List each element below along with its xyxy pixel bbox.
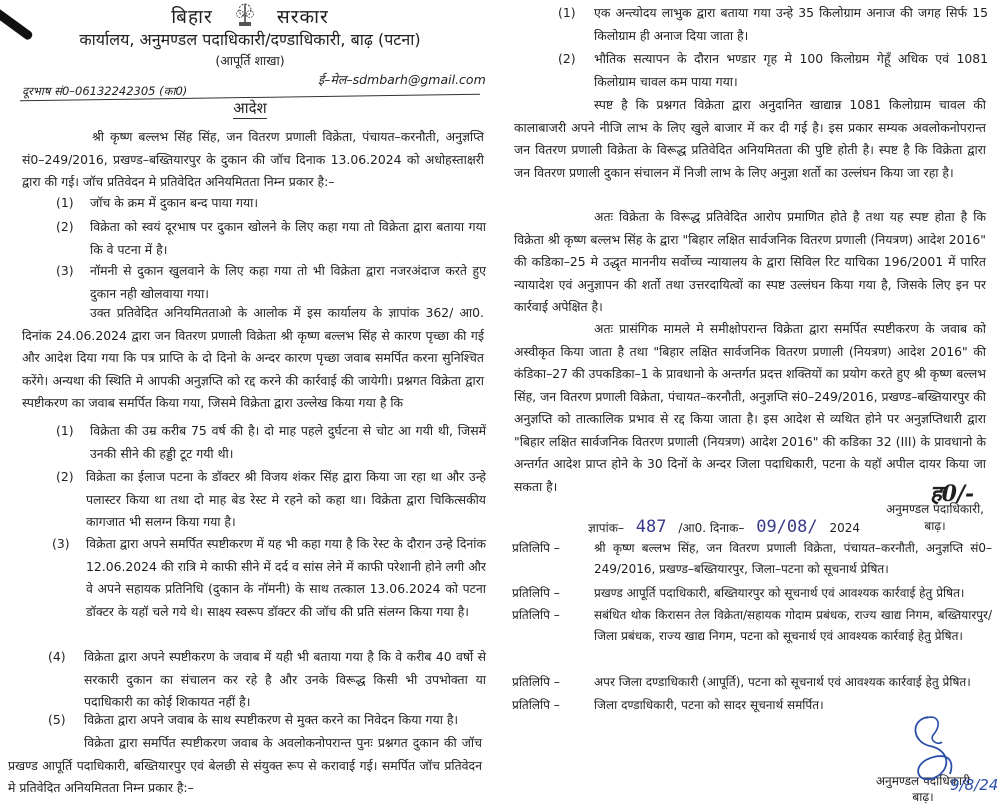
final-signatory-title: अनुमण्डल पदाधिकारी xyxy=(875,774,971,788)
signature-date: 9/8/24 xyxy=(950,776,999,794)
reinspection-paragraph: विक्रेता द्वारा समर्पित स्पष्टीकरण जवाब के अवलोकनोपरान्त पुनः प्रश्नगत दुकान की जॉच प्रखण्ड आपूर्ति पदाधिकारी, बख्तियारपुर एवं बेलछी से संयुक्त रूप से करावाई गई। समर्पित जॉच प्रतिवेदन मे प्रतिवेदित अनियमितता निम्न प्रकार है:– xyxy=(8,735,482,795)
memo-number: 487 xyxy=(635,517,667,537)
copy-to-row: प्रतिलिपि – श्री कृष्ण बल्लभ सिंह, जन वितरण प्रणाली विक्रेता, पंचायत–करनौती, अनुज्ञप्ति सं0–249/2016, प्रखण्ड–बख्तियारपुर, जिला–पटना को सूचनार्थ प्रेषित। xyxy=(512,541,992,576)
state-name-left: बिहार xyxy=(171,6,213,28)
finding-item: (1) जॉच के क्रम में दुकान बन्द पाया गया। xyxy=(56,195,259,210)
reinspection-finding: (2) भौतिक सत्यापन के दौरान भण्डार गृह मे 100 किलोग्रम गेहूँ अधिक एवं 1081 किलोग्राम चावल कम पाया गया। xyxy=(558,51,988,89)
finding-item: (2) विक्रेता को स्वयं दूरभाष पर दुकान खोलने के लिए कहा गया तो विक्रेता द्वारा बताया गया कि वे पटना में है। xyxy=(56,219,486,257)
memo-reference xyxy=(588,517,860,537)
reply-point: (1) विक्रेता की उम्र करीब 75 वर्ष की है। दो माह पहले दुर्घटना से चोट आ गयी थी, जिसमें उनकी सीने की हड्डी टूट गयी थी। xyxy=(56,423,486,461)
order-title: आदेश xyxy=(233,99,267,117)
memo-suffix: /आ0. दिनाक– xyxy=(678,521,745,535)
reply-point: (5) विक्रेता द्वारा अपने जवाब के साथ स्पष्टीकरण से मुक्त करने का निवेदन किया गया है। xyxy=(48,712,459,727)
order-heading xyxy=(0,98,500,118)
copy-to-row: प्रतिलिपि – प्रखण्ड आपूर्ति पदाधिकारी, बख्तियारपुर को सूचनार्थ एवं आवश्यक कार्रवाई हेतु प्रेषित। xyxy=(512,586,965,600)
finding-item: (3) नॉमनी से दुकान खुलवाने के लिए कहा गया तो भी विक्रेता द्वारा नजरअंदाज करते हुए दुकान नही खोलवाया गया। xyxy=(56,263,486,301)
conclusion-paragraph: स्पष्ट है कि प्रश्नगत विक्रेता द्वारा अनुदानित खाद्यान्न 1081 किलोग्राम चावल की कालाबाजरी अपने नीजि लाभ के लिए खुले बाजार में कर दी गई है। इस प्रकार सम्यक अवलोकनोपरान्त जन वितरण प्रणाली विक्रेता के विरूद्ध प्रतिवेदित अनियमितता की पुष्टि होती है। स्पष्ट है कि विक्रेता द्वारा जन वितरण प्रणाली दुकान संचालन में निजी लाभ के लिए अनुज्ञा शर्तो का उल्लंघन किया जा रहा है। xyxy=(514,97,986,180)
signatory-title: अनुमण्डल पदाधिकारी, xyxy=(885,502,984,516)
reinspection-finding: (1) एक अन्त्योदय लाभुक द्वारा बताया गया उन्हे 35 किलोग्राम अनाज की जगह सिर्फ 15 किलोग्राम ही अनाज दिया जाता है। xyxy=(558,5,988,43)
branch-name: (आपूर्ति शाखा) xyxy=(215,53,285,68)
memo-year: 2024 xyxy=(829,521,860,535)
handwritten-signature xyxy=(890,712,1000,797)
final-signatory-place: बाढ़। xyxy=(912,790,934,804)
office-email: ई–मेल–sdmbarh@gmail.com xyxy=(318,72,486,87)
signed-mark: ह0/- xyxy=(930,481,975,507)
copy-to-row: प्रतिलिपि – जिला दण्डाधिकारी, पटना को सादर सूचनार्थ समर्पित। xyxy=(512,698,824,712)
state-name-right: सरकार xyxy=(276,6,329,28)
copy-to-row: प्रतिलिपि – अपर जिला दण्डाधिकारी (आपूर्ति), पटना को सूचनार्थ एवं आवश्यक कार्रवाई हेतु प्रेषित। xyxy=(512,675,971,689)
reply-point: (2) विक्रेता का ईलाज पटना के डॉक्टर श्री विजय शंकर सिंह द्वारा किया जा रहा था और उन्हे पलास्टर किया था तथा दो माह बेड रेस्ट मे रहने को कहा था। विक्रेता द्वारा चिकित्सकीय कागजात भी सलग्न किया गया है। xyxy=(56,469,486,529)
office-name: कार्यालय, अनुमण्डल पदाधिकारी/दण्डाधिकारी, बाढ़ (पटना) xyxy=(79,30,421,49)
order-page-1 xyxy=(0,0,500,800)
order-paragraph: अतः प्रासंगिक मामले मे समीक्षोपरान्त विक्रेता द्वारा समर्पित स्पष्टीकरण के जवाब को अस्वीकृत किया जाता है तथा "बिहार लक्षित सार्वजनिक वितरण प्रणाली (नियत्रण) आदेश 2016" की कंडिका–27 की उपकडिका–1 के प्रावधानो के अन्तर्गत प्रदत्त शक्तियों का प्रयोग करते हुए श्री कृष्ण बल्लभ सिंह, जन वितरण प्रणाली विक्रेता, पंचायत–करनौती, अनुज्ञप्ति सं0–249/2016, प्रखण्ड–बख्तियारपुर की अनुज्ञप्ति को तात्कालिक प्रभाव से रद्द किया जाता है। इस आदेश से व्यथित होने पर अनुज्ञप्तिधारी द्वारा "बिहार लक्षित सार्वजनिक वितरण प्रणाली (नियत्रण) आदेश 2016" की कडिका 32 (III) के प्रावधानो के अन्तर्गत आदेश प्राप्त होने के 30 दिनों के अन्दर जिला पदाधिकारी, पटना के यहॉ अपील दायर किया जा सकता है। xyxy=(514,321,986,494)
show-cause-paragraph: उक्त प्रतिवेदित अनियमितताओ के आलोक में इस कार्यालय के ज्ञापांक 362/ आ0. दिनांक 24.06.2024 द्वारा जन वितरण प्रणाली विक्रेता श्री कृष्ण बल्लभ सिंह से कारण पृच्छा की गई और आदेश दिया गया कि पत्र प्राप्ति के दो दिनो के अन्दर कारण पृच्छा जवाब समर्पित करना सुनिश्चित करेंगे। अन्यथा की स्थिति मे आपकी अनुज्ञप्ति को रद्द करने की कार्रवाई की जायेगी। प्रश्नगत विक्रेता द्वारा स्पष्टीकरण का जवाब समर्पित किया गया, जिसमे विक्रेता द्वारा उल्लेख किया गया है कि xyxy=(22,305,484,410)
memo-date: 09/08/ xyxy=(756,517,818,537)
reply-point: (3) विक्रेता द्वारा अपने समर्पित स्पष्टीकरण में यह भी कहा गया है कि रेस्ट के दौरान उन्हे दिनांक 12.06.2024 की रात्रि मे काफी सीने में दर्द व सांस लेने में काफी परेशानी होने लगी और वे अपने सहायक प्रतिनिधि (दुकान के नॉमनी) के साथ तत्काल 13.06.2024 को पटना डॉक्टर के यहॉ चले गये थे। साक्ष्य स्वरूप डॉक्टर की जॉच की प्रति संलग्न किया गया है। xyxy=(52,536,486,619)
reply-point: (4) विक्रेता द्वारा अपने स्पष्टीकरण के जवाब में यही भी बताया गया है कि वे करीब 40 वर्षो से सरकारी दुकान का संचालन कर रहे है और उनके विरूद्ध किसी भी उपभोक्ता या पदाधिकारी का कोई शिकायत नहीं है। xyxy=(48,649,486,709)
copy-to-row: प्रतिलिपि – सबंधित थोक किरासन तेल विक्रेता/सहायक गोदाम प्रबंधक, राज्य खाद्य निगम, बख्तियारपुर/जिला प्रबंधक, राज्य खाद्य निगम, पटना को सूचनार्थ एवं आवश्यक कार्रवाई हेतु प्रेषित। xyxy=(512,608,992,643)
signatory-place: बाढ़। xyxy=(924,519,946,533)
office-phone: दूरभाष सं0–06132242305 (का0) xyxy=(22,84,188,98)
memo-label: ज्ञापांक– xyxy=(588,521,624,535)
intro-paragraph: श्री कृष्ण बल्लभ सिंह सिंह, जन वितरण प्रणाली विक्रेता, पंचायत–करनौती, अनुज्ञप्ति सं0–249/2016, प्रखण्ड–बख्तियारपुर के दुकान की जॉच दिनाक 13.06.2024 को अधोहस्ताक्षरी द्वारा की गई। जॉच प्रतिवेदन मे प्रतिवेदित अनियमितता निम्न प्रकार है:– xyxy=(22,129,484,189)
violation-paragraph: अतः विक्रेता के विरूद्ध प्रतिवेदित आरोप प्रमाणित होते है तथा यह स्पष्ट होता है कि विक्रेता श्री कृष्ण बल्लभ सिंह के द्वारा "बिहार लक्षित सार्वजनिक वितरण प्रणाली (नियत्रण) आदेश 2016" की कडिका–25 मे उद्धृत माननीय सर्वोच्च न्यायालय के द्वारा सिविल रिट याचिका 196/2001 में पारित न्यायादेश एवं अनुज्ञापन की शर्तो तथा उत्तरदायित्वों का स्पष्ट उल्लंघन किया गया है, जिसके लिए इन पर कार्रवाई अपेक्षित है। xyxy=(514,209,986,314)
